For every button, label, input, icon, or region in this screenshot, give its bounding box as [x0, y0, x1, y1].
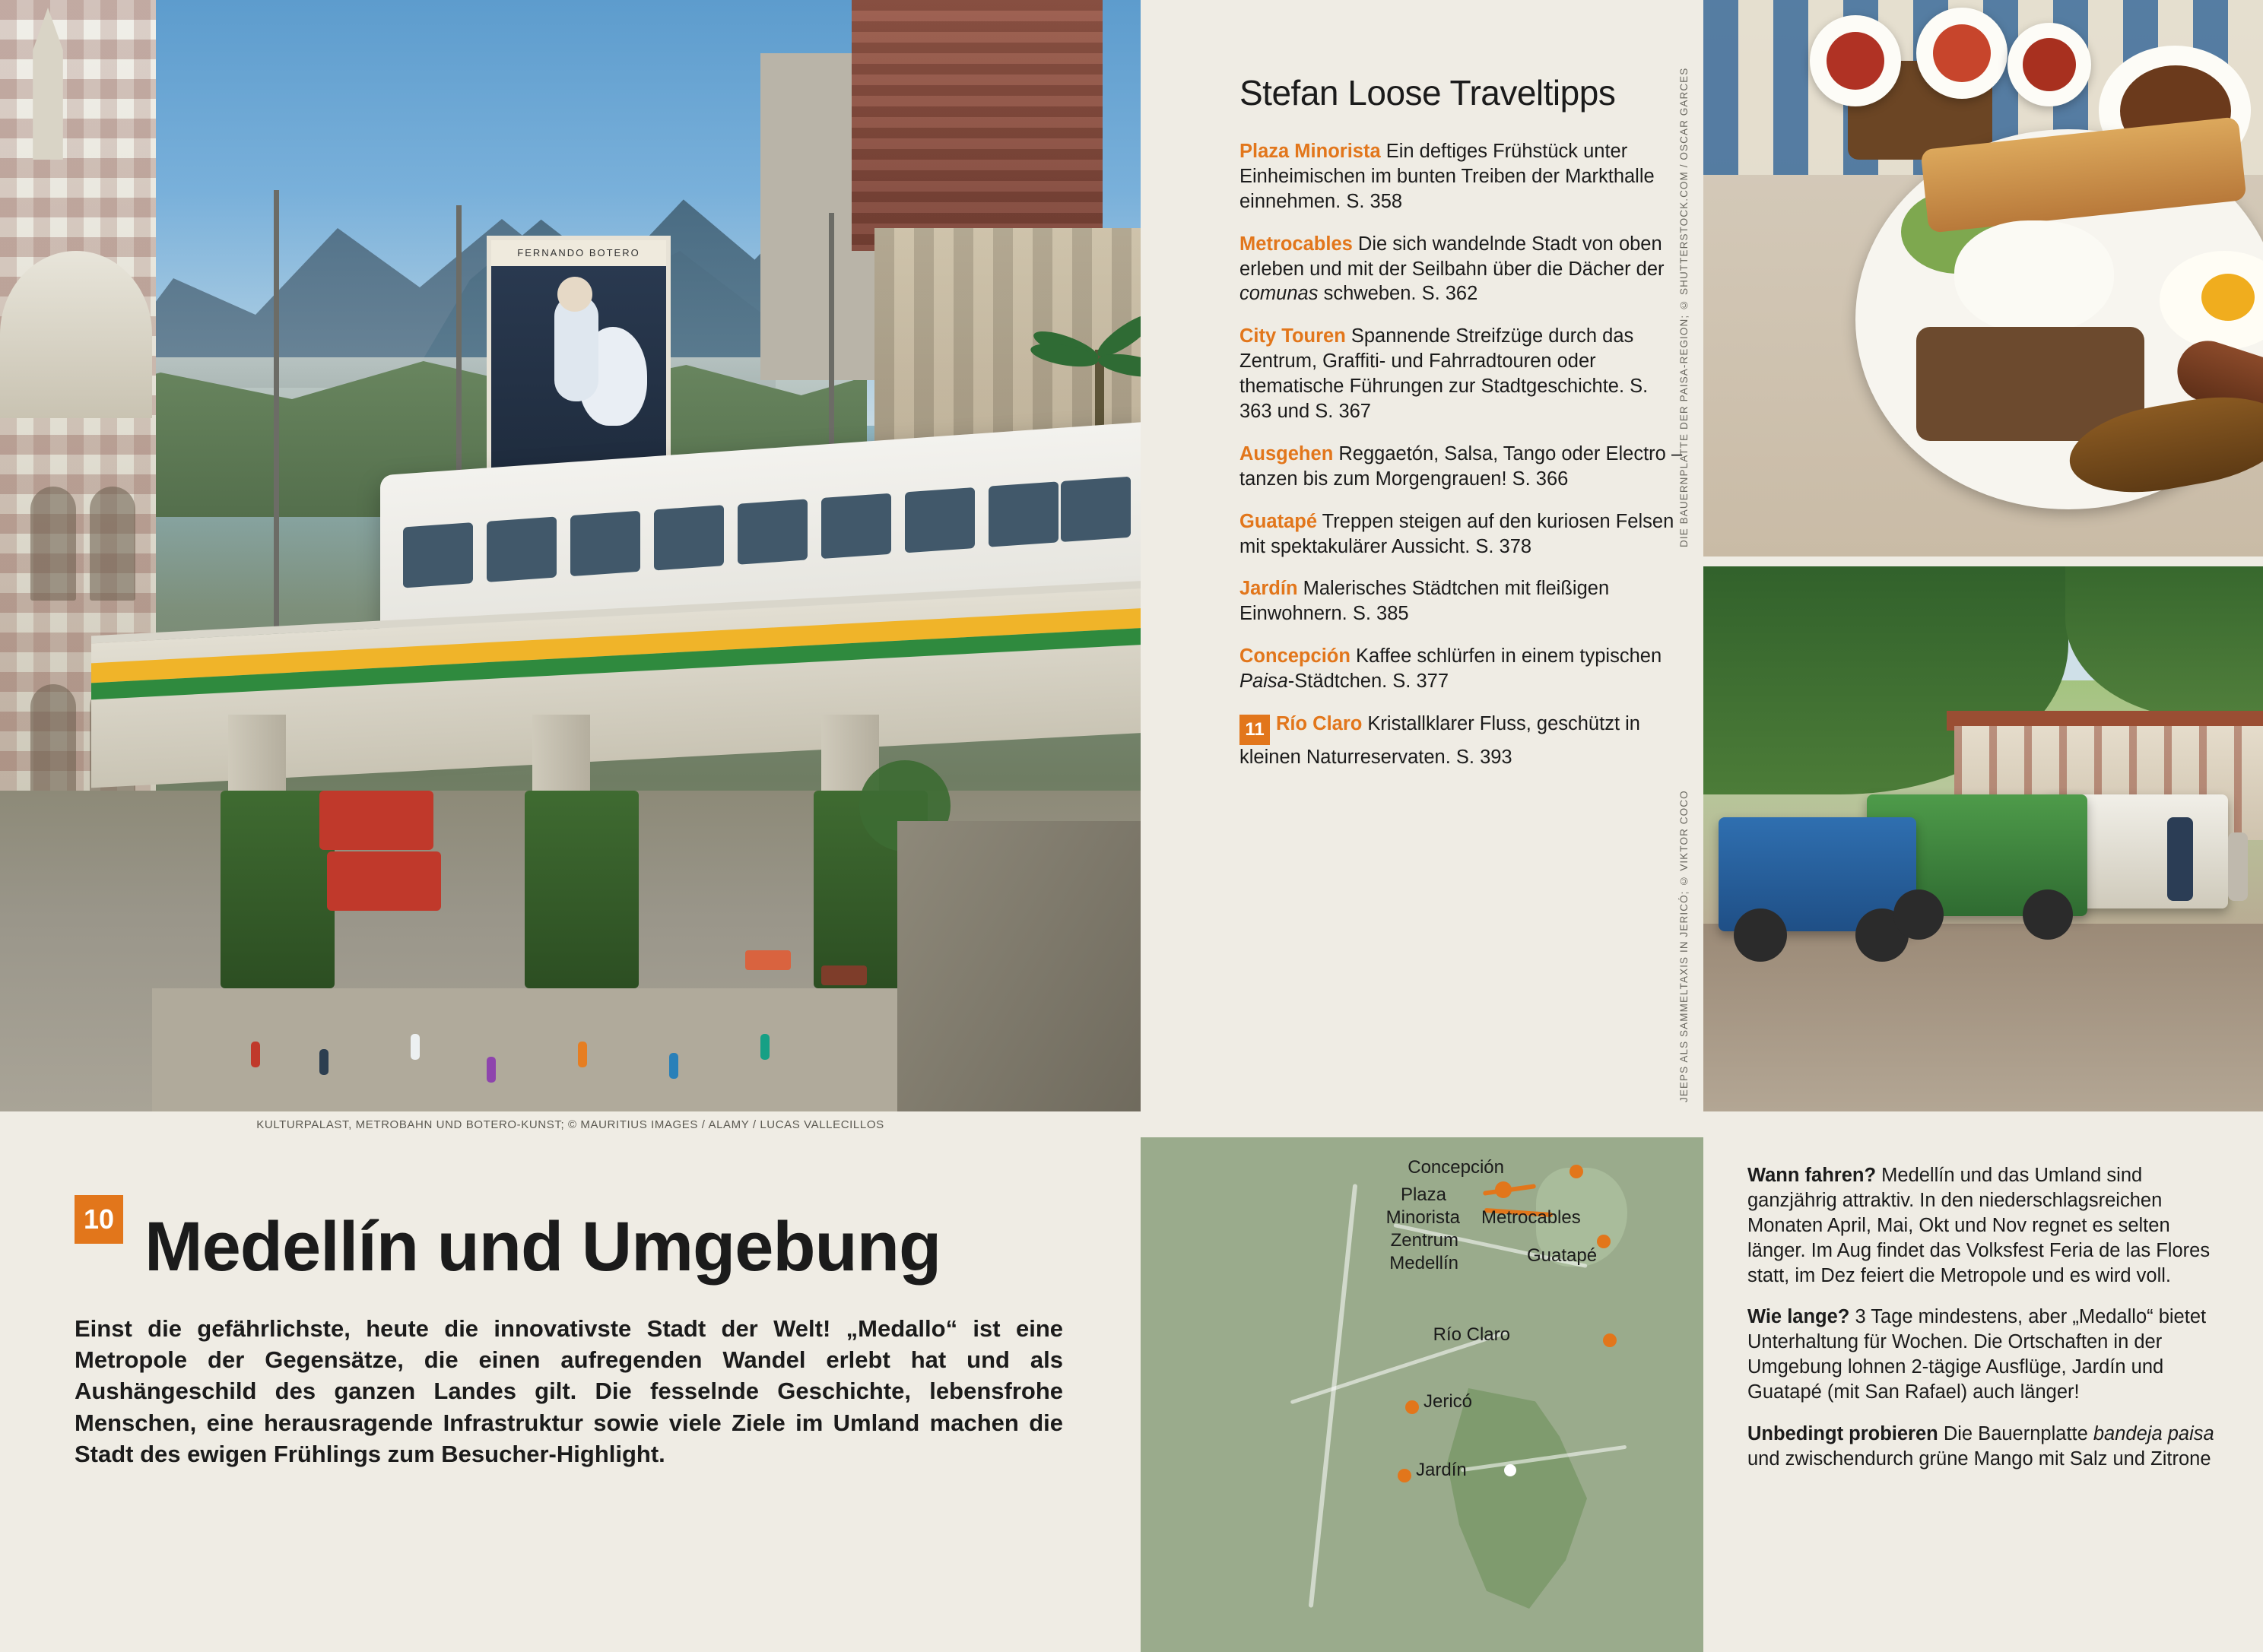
bottom-row: [0, 1137, 2263, 1652]
map-label-jerico: Jericó: [1424, 1391, 1473, 1412]
bandeja-paisa-photo: [1703, 0, 2263, 556]
map-label-jardin: Jardín: [1416, 1460, 1467, 1480]
food-photo-credit: DIE BAUERNPLATTE DER PAISA-REGION; © SHUTTERSTOCK.COM / OSCAR GARCES: [1678, 67, 1690, 547]
tip-item: [1239, 232, 1684, 307]
fact-label: Unbedingt probieren: [1747, 1423, 1938, 1445]
tip-text-2: -Städtchen. S. 377: [1287, 671, 1449, 693]
green-wall: [525, 791, 639, 988]
mural-artist-label: FERNANDO BOTERO: [491, 240, 666, 266]
fact-text: Medellín und das Umland sind ganzjährig attraktiv. In den niederschlagsreichen Monaten April, Mai, Okt und Nov regnet es selten länger. Im Aug findet das Volksfest Feria de las Flores statt, im Dez feiert die Metropole und es wird voll.: [1747, 1165, 2211, 1286]
fact-item: [1747, 1163, 2219, 1288]
map-label-plaza: Plaza: [1400, 1184, 1446, 1205]
tip-name: Jardín: [1239, 578, 1298, 600]
traveltipps-title: Stefan Loose Traveltipps: [1239, 73, 1616, 113]
intro-paragraph: Einst die gefährlichste, heute die innovativste Stadt der Welt! „Medallo“ ist eine Metropole der Gegensätze, die einen aufregenden Wandel erlebt hat und als Aushängeschild des ganzen Landes gilt. Die fesselnde Geschichte, lebensfrohe Menschen, eine herausragende Infrastruktur sowie viele Ziele im Umland machen die Stadt des ewigen Frühlings zum Besucher-Highlight.: [75, 1315, 1063, 1467]
map-label-minorista: Minorista: [1385, 1207, 1460, 1228]
catenary-mast: [274, 190, 279, 661]
tip-item: [1239, 442, 1684, 492]
tip-text-2: schweben. S. 362: [1318, 283, 1478, 305]
tip-item: [1239, 576, 1684, 626]
tip-number-badge: 11: [1239, 715, 1270, 745]
city-photo-caption: KULTURPALAST, METROBAHN UND BOTERO-KUNST; © MAURITIUS IMAGES / ALAMY / LUCAS VALLECILLOS: [0, 1111, 1141, 1137]
spire: [14, 8, 82, 160]
plaza-pavement: [152, 988, 1027, 1111]
tip-text: Die sich wandelnde Stadt von oben erleben und mit der Seilbahn über die Dächer der: [1239, 233, 1665, 280]
fact-text: Die Bauernplatte: [1938, 1423, 2093, 1445]
map-dot-concepcion: [1570, 1165, 1583, 1178]
plaza-ground: [1703, 924, 2263, 1111]
map-label-concepcion: Concepción: [1408, 1157, 1504, 1178]
red-sauce: [1827, 32, 1884, 90]
red-bus: [319, 791, 433, 850]
tip-text: Spannende Streifzüge durch das Zentrum, Graffiti- und Fahrradtouren oder thematische Führungen zur Stadtgeschichte. S. 363 und S. 367: [1239, 325, 1649, 423]
tree-canopy-right: [2065, 566, 2263, 718]
green-wall: [221, 791, 335, 988]
tip-name: Concepción: [1239, 645, 1350, 667]
page-title: Medellín und Umgebung: [144, 1207, 941, 1286]
capital-marker: [1504, 1464, 1516, 1476]
red-sauce: [2023, 38, 2076, 91]
dome: [0, 251, 152, 418]
map-label-rio-claro: Río Claro: [1433, 1324, 1510, 1345]
fact-label: Wann fahren?: [1747, 1165, 1877, 1186]
tip-name: Plaza Minorista: [1239, 141, 1381, 162]
tip-name: City Touren: [1239, 325, 1346, 347]
pedestrian: [487, 1057, 496, 1083]
tip-text: Reggaetón, Salsa, Tango oder Electro – tanzen bis zum Morgengrauen! S. 366: [1239, 442, 1683, 490]
window-arch: [30, 684, 76, 798]
map-label-metrocables: Metrocables: [1481, 1207, 1581, 1228]
tip-item: [1239, 509, 1684, 560]
tip-text: Ein deftiges Frühstück unter Einheimischen im bunten Treiben der Markthalle einnehmen. S. 358: [1239, 141, 1655, 212]
brick-building: [852, 0, 1103, 251]
market-tent: [745, 950, 791, 970]
fact-text-2: und zwischendurch grüne Mango mit Salz und Zitrone: [1747, 1447, 2211, 1470]
tip-item: [1239, 324, 1684, 424]
wheel: [2023, 889, 2073, 940]
wheel: [1893, 889, 1944, 940]
map-dot-medellin: [1495, 1181, 1512, 1198]
palm-tree: [1049, 296, 1141, 426]
region-map: [1141, 1137, 1703, 1652]
tip-text: Kaffee schlürfen in einem typischen: [1350, 645, 1662, 667]
jeeps-jerico-photo: [1703, 566, 2263, 1111]
pedestrian: [411, 1034, 420, 1060]
egg-yolk: [2201, 274, 2255, 321]
fact-item: [1747, 1305, 2219, 1405]
fact-label: Wie lange?: [1747, 1306, 1850, 1328]
map-dot-guatape: [1597, 1235, 1611, 1248]
person-standing: [2228, 832, 2248, 901]
pedestrian: [251, 1042, 260, 1067]
pedestrian: [319, 1049, 328, 1075]
map-label-guatape: Guatapé: [1527, 1245, 1598, 1266]
tip-item: [1239, 139, 1684, 214]
tip-name: Metrocables: [1239, 233, 1353, 255]
fact-text: 3 Tage mindestens, aber „Medallo“ bietet Unterhaltung für Wochen. Die Ortschaften in der Umgebung lohnen 2-tägige Ausflüge, Jardín und Guatapé (mit San Rafael) auch länger!: [1747, 1306, 2207, 1403]
map-dot-rio-claro: [1603, 1333, 1617, 1347]
tip-italic: comunas: [1239, 283, 1319, 305]
pedestrian: [760, 1034, 770, 1060]
jeep-photo-credit: JEEPS ALS SAMMELTAXIS IN JERICÓ; © VIKTOR COCO: [1678, 790, 1690, 1102]
tip-name: Ausgehen: [1239, 442, 1334, 465]
tip-text: Kristallklarer Fluss, geschützt in kleinen Naturreservaten. S. 393: [1239, 713, 1640, 769]
botero-mural: [487, 236, 671, 473]
practical-info-panel: [1703, 1137, 2263, 1652]
pedestrian: [669, 1053, 678, 1079]
fact-italic: bandeja paisa: [2093, 1423, 2214, 1445]
rice: [1954, 220, 2114, 335]
traveltipps-panel: [1141, 0, 1703, 1111]
tip-name: Río Claro: [1276, 713, 1363, 735]
window-arch: [90, 487, 135, 601]
red-bus: [327, 851, 441, 911]
colombia-outline: [1441, 1388, 1593, 1609]
red-sauce: [1933, 24, 1991, 82]
tip-item: [1239, 644, 1684, 694]
fact-item: [1747, 1422, 2219, 1472]
page-number-badge: 10: [75, 1195, 123, 1244]
tip-italic: Paisa: [1239, 671, 1288, 693]
window-arch: [30, 487, 76, 601]
map-label-zentrum: Zentrum: [1390, 1230, 1458, 1251]
city-metro-photo: [0, 0, 1141, 1111]
tip-name: Guatapé: [1239, 510, 1318, 532]
market-tent: [821, 966, 867, 985]
tip-text: Treppen steigen auf den kuriosen Felsen mit spektakulärer Aussicht. S. 378: [1239, 510, 1674, 557]
person-standing: [2167, 817, 2193, 901]
map-dot-jerico: [1405, 1400, 1419, 1414]
pedestrian: [578, 1042, 587, 1067]
wheel: [1734, 908, 1787, 962]
tip-item: [1239, 712, 1684, 770]
tip-text: Malerisches Städtchen mit fleißigen Einwohnern. S. 385: [1239, 578, 1610, 625]
title-block: [0, 1137, 1141, 1652]
track-right: [897, 821, 1141, 1111]
map-label-medellin: Medellín: [1389, 1253, 1458, 1273]
map-dot-jardin: [1398, 1469, 1411, 1482]
